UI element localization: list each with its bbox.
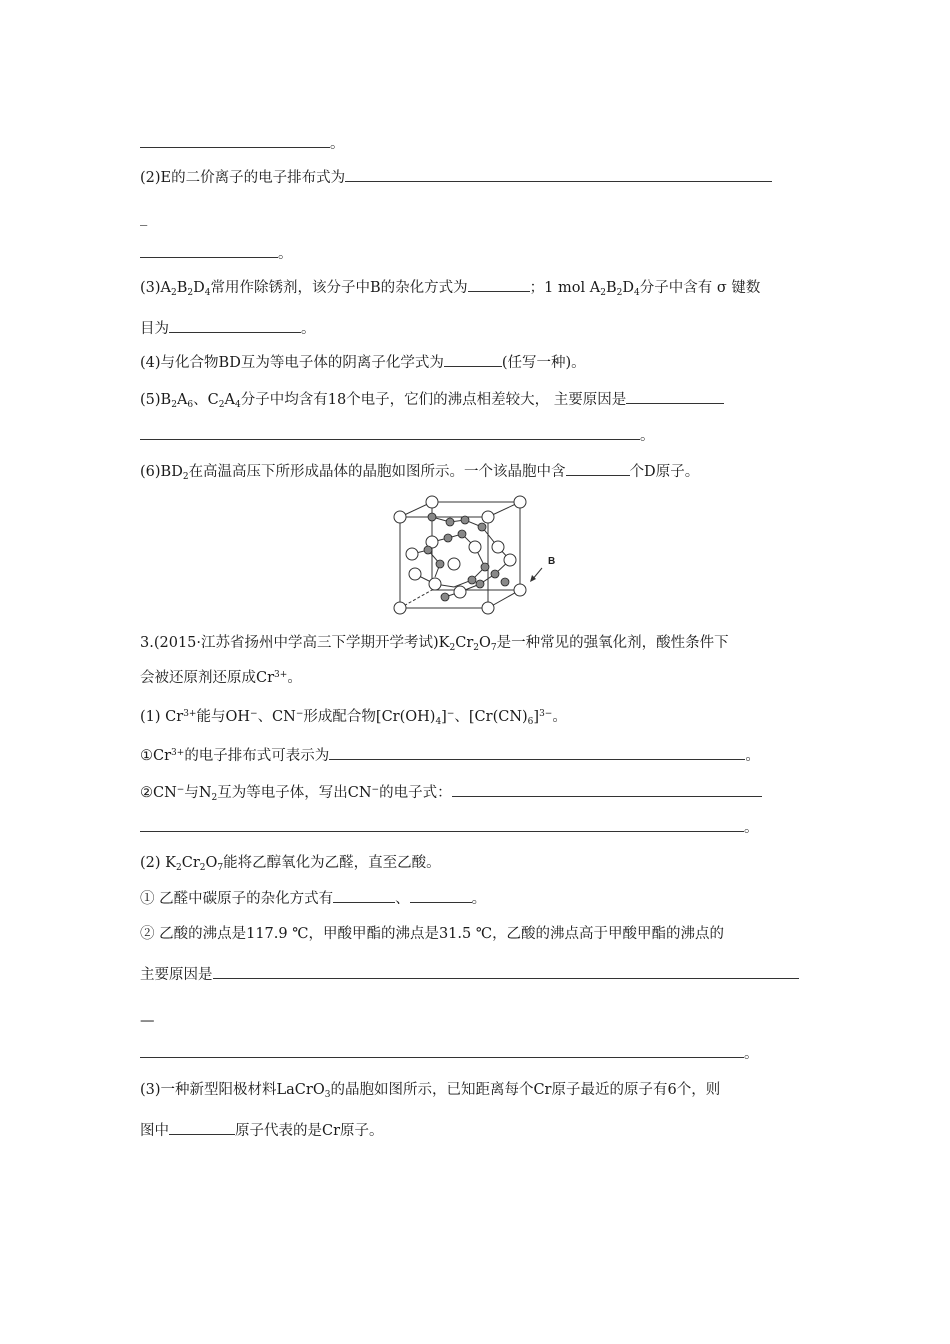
question-3-part-1-2: ②CN−与$N_2$互为等电子体，写出CN−的电子式： — [140, 782, 762, 803]
answer-blank[interactable] — [213, 964, 799, 979]
answer-blank[interactable] — [140, 1043, 744, 1058]
question-2-part-2: (2)E的二价离子的电子排布式为 — [140, 167, 772, 188]
answer-line-continuation: 。 — [140, 425, 655, 446]
answer-blank[interactable] — [345, 167, 772, 182]
question-2-part-5: $(5)B_2A_6$、$C_2A_4$分子中均含有18个电子，它们的沸点相差较大， 主要原因是 — [140, 389, 724, 410]
question-3-part-2-1: ① 乙醛中碳原子的杂化方式有 、 。 — [140, 888, 486, 909]
answer-line-continuation: — — [140, 1013, 155, 1029]
answer-line-continuation: 。 — [140, 1043, 759, 1064]
answer-blank[interactable] — [626, 389, 724, 404]
question-2-part-3-cont: 目为 。 — [140, 318, 316, 339]
large-atoms — [394, 496, 526, 614]
question-3-stem-cont: 会被还原剂还原成$Cr^{3+}$。 — [140, 670, 302, 686]
answer-blank[interactable] — [140, 243, 278, 258]
question-3-part-3: (3)一种新型阳极材料LaCrO$_3$的晶胞如图所示，已知距离每个Cr原子最近的原子有6个，则 — [140, 1082, 721, 1100]
answer-blank[interactable] — [566, 461, 630, 476]
answer-blank[interactable] — [140, 133, 330, 148]
crystal-cell-figure — [390, 492, 570, 618]
answer-blank[interactable] — [410, 888, 472, 903]
answer-blank[interactable] — [333, 888, 395, 903]
answer-line-continuation: 。 — [140, 133, 345, 154]
answer-line-continuation: 。 — [140, 243, 293, 264]
answer-blank[interactable] — [169, 1120, 235, 1135]
answer-blank[interactable] — [468, 277, 530, 292]
question-3-stem: 3.(2015·江苏省扬州中学高三下学期开学考试)$K_2Cr_2O_7$是一种常见的强氧化剂，酸性条件下 — [140, 635, 729, 653]
question-3-part-3-cont: 图中 原子代表的是Cr原子。 — [140, 1120, 384, 1141]
question-3-part-2-2: ② 乙酸的沸点是117.9 ℃，甲酸甲酯的沸点是31.5 ℃，乙酸的沸点高于甲酸甲酯的沸点的 — [140, 926, 725, 942]
question-3-part-2-2-cont: 主要原因是 — [140, 964, 799, 985]
answer-blank[interactable] — [169, 318, 301, 333]
question-2-part-4: (4)与化合物BD互为等电子体的阴离子化学式为 (任写一种)。 — [140, 352, 586, 373]
question-2-part-6: $(6)BD_2$在高温高压下所形成晶体的晶胞如图所示。一个该晶胞中含 个D原子。 — [140, 461, 699, 482]
answer-line-continuation: 。 — [140, 817, 759, 838]
question-3-part-2: (2) $K_2Cr_2O_7$能将乙醇氧化为乙醛，直至乙酸。 — [140, 855, 441, 873]
answer-line-continuation: _ — [140, 210, 148, 226]
question-3-part-1: (1) $Cr^{3+}$能与OH−、CN−形成配合物$[Cr(OH)_4]^-$、$[Cr(CN)_6]^{3-}$。 — [140, 709, 567, 727]
answer-blank[interactable] — [452, 782, 762, 797]
answer-blank[interactable] — [140, 817, 744, 832]
question-3-part-1-1: $①Cr^{3+}$的电子排布式可表示为 。 — [140, 745, 760, 766]
figure-label-b: B — [548, 556, 556, 567]
answer-blank[interactable] — [140, 425, 640, 440]
answer-blank[interactable] — [329, 745, 745, 760]
answer-blank[interactable] — [444, 352, 502, 367]
question-2-part-3: $(3)A_2B_2D_4$常用作除锈剂，该分子中B的杂化方式为 ；1 mol $A_2B_2D_4$分子中含有 σ 键数 — [140, 277, 760, 298]
